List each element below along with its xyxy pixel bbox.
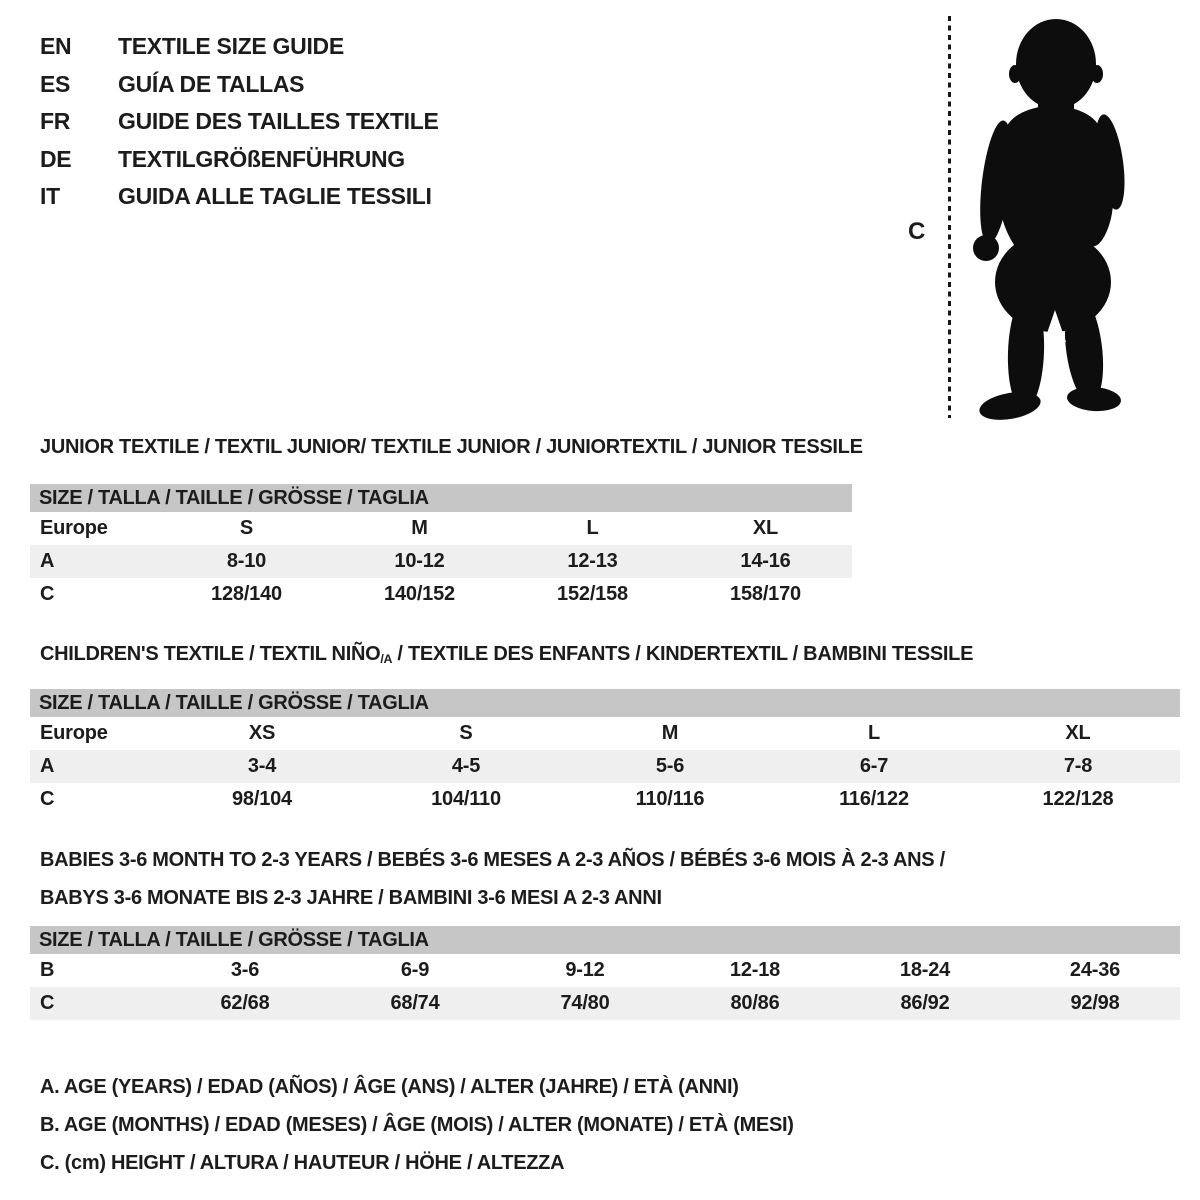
height-cell: 86/92 — [900, 992, 950, 1014]
measurement-legend — [40, 1068, 794, 1182]
children-size-table — [30, 689, 1180, 816]
row-label: Europe — [40, 722, 108, 744]
row-label: C — [40, 788, 55, 810]
children-title-subscript: /A — [380, 652, 393, 667]
junior-section-title: JUNIOR TEXTILE / TEXTIL JUNIOR/ TEXTILE JUNIOR / JUNIORTEXTIL / JUNIOR TESSILE — [40, 436, 863, 458]
age-cell: 14-16 — [740, 550, 791, 572]
language-row-it — [40, 178, 439, 216]
legend-line-b: B. AGE (MONTHS) / EDAD (MESES) / ÂGE (MOIS) / ALTER (MONATE) / ETÀ (MESI) — [40, 1114, 794, 1136]
height-cell: 158/170 — [730, 583, 801, 605]
size-cell: XL — [752, 517, 779, 539]
height-measure-label: C — [908, 218, 926, 245]
size-cell: S — [239, 517, 254, 539]
row-label: C — [40, 992, 55, 1014]
months-cell: 18-24 — [899, 959, 951, 981]
size-cell: S — [459, 722, 473, 744]
height-cell: 62/68 — [220, 992, 270, 1014]
language-title: GUIDE DES TAILLES TEXTILE — [118, 108, 439, 135]
language-row-fr — [40, 103, 439, 141]
language-code: DE — [40, 145, 72, 172]
height-cell: 104/110 — [431, 788, 501, 810]
height-cell: 110/116 — [635, 788, 705, 810]
language-code: FR — [40, 108, 71, 135]
height-cell: 122/128 — [1042, 788, 1114, 810]
height-cell: 92/98 — [1070, 992, 1120, 1014]
months-cell: 6-9 — [400, 959, 430, 981]
age-cell: 8-10 — [226, 550, 267, 572]
height-cell: 140/152 — [384, 583, 455, 605]
table-row-europe — [30, 717, 1180, 750]
row-label: Europe — [40, 517, 108, 539]
size-cell: L — [867, 722, 881, 744]
age-cell: 4-5 — [451, 755, 481, 777]
babies-section-title-line2: BABYS 3-6 MONATE BIS 2-3 JAHRE / BAMBINI 3-6 MESI A 2-3 ANNI — [40, 887, 662, 909]
age-cell: 7-8 — [1063, 755, 1093, 777]
language-code: ES — [40, 70, 71, 97]
row-label: A — [40, 755, 55, 777]
height-cell: 80/86 — [730, 992, 780, 1014]
height-cell: 152/158 — [557, 583, 628, 605]
size-table-header-bar: SIZE / TALLA / TAILLE / GRÖSSE / TAGLIA — [30, 926, 1180, 954]
size-cell: L — [586, 517, 599, 539]
table-row-height — [30, 783, 1180, 816]
size-cell: M — [411, 517, 428, 539]
size-cell: XL — [1065, 722, 1091, 744]
height-cell: 98/104 — [232, 788, 292, 810]
months-cell: 9-12 — [565, 959, 605, 981]
months-cell: 3-6 — [230, 959, 260, 981]
age-cell: 12-13 — [567, 550, 618, 572]
junior-size-table — [30, 484, 852, 611]
months-cell: 12-18 — [729, 959, 781, 981]
row-label: B — [40, 959, 55, 981]
language-list — [40, 28, 439, 216]
table-row-age — [30, 545, 852, 578]
language-code: EN — [40, 33, 72, 60]
table-row-height — [30, 987, 1180, 1020]
table-row-europe — [30, 512, 852, 545]
row-label: A — [40, 550, 55, 572]
babies-size-table — [30, 926, 1180, 1020]
children-title-rest: / TEXTILE DES ENFANTS / KINDERTEXTIL / BAMBINI TESSILE — [392, 643, 974, 665]
language-row-es — [40, 66, 439, 104]
legend-line-c: C. (cm) HEIGHT / ALTURA / HAUTEUR / HÖHE / ALTEZZA — [40, 1152, 565, 1174]
language-row-en — [40, 28, 439, 66]
table-row-height — [30, 578, 852, 611]
language-title: GUIDA ALLE TAGLIE TESSILI — [118, 183, 432, 210]
babies-section-title-line1: BABIES 3-6 MONTH TO 2-3 YEARS / BEBÉS 3-6 MESES A 2-3 AÑOS / BÉBÉS 3-6 MOIS À 2-3 ANS / — [40, 849, 945, 871]
age-cell: 6-7 — [859, 755, 889, 777]
height-cell: 128/140 — [211, 583, 282, 605]
size-table-header-bar: SIZE / TALLA / TAILLE / GRÖSSE / TAGLIA — [30, 484, 852, 512]
size-cell: XS — [248, 722, 276, 744]
language-code: IT — [40, 183, 60, 210]
language-title: TEXTILGRÖßENFÜHRUNG — [118, 145, 405, 172]
height-cell: 116/122 — [839, 788, 909, 810]
legend-line-a: A. AGE (YEARS) / EDAD (AÑOS) / ÂGE (ANS) / ALTER (JAHRE) / ETÀ (ANNI) — [40, 1076, 739, 1098]
language-row-de — [40, 141, 439, 179]
toddler-silhouette — [958, 12, 1153, 422]
language-title: GUÍA DE TALLAS — [118, 70, 305, 97]
children-section-title — [40, 643, 973, 666]
table-row-age — [30, 750, 1180, 783]
height-measure-dashed-line — [948, 16, 951, 418]
row-label: C — [40, 583, 55, 605]
size-table-header-bar: SIZE / TALLA / TAILLE / GRÖSSE / TAGLIA — [30, 689, 1180, 717]
size-cell: M — [661, 722, 679, 744]
table-row-months — [30, 954, 1180, 987]
height-cell: 74/80 — [560, 992, 610, 1014]
age-cell: 5-6 — [655, 755, 685, 777]
age-cell: 10-12 — [394, 550, 445, 572]
months-cell: 24-36 — [1069, 959, 1121, 981]
language-title: TEXTILE SIZE GUIDE — [118, 33, 344, 60]
age-cell: 3-4 — [247, 755, 277, 777]
height-cell: 68/74 — [390, 992, 440, 1014]
children-title-main: CHILDREN'S TEXTILE / TEXTIL NIÑO — [40, 643, 381, 665]
